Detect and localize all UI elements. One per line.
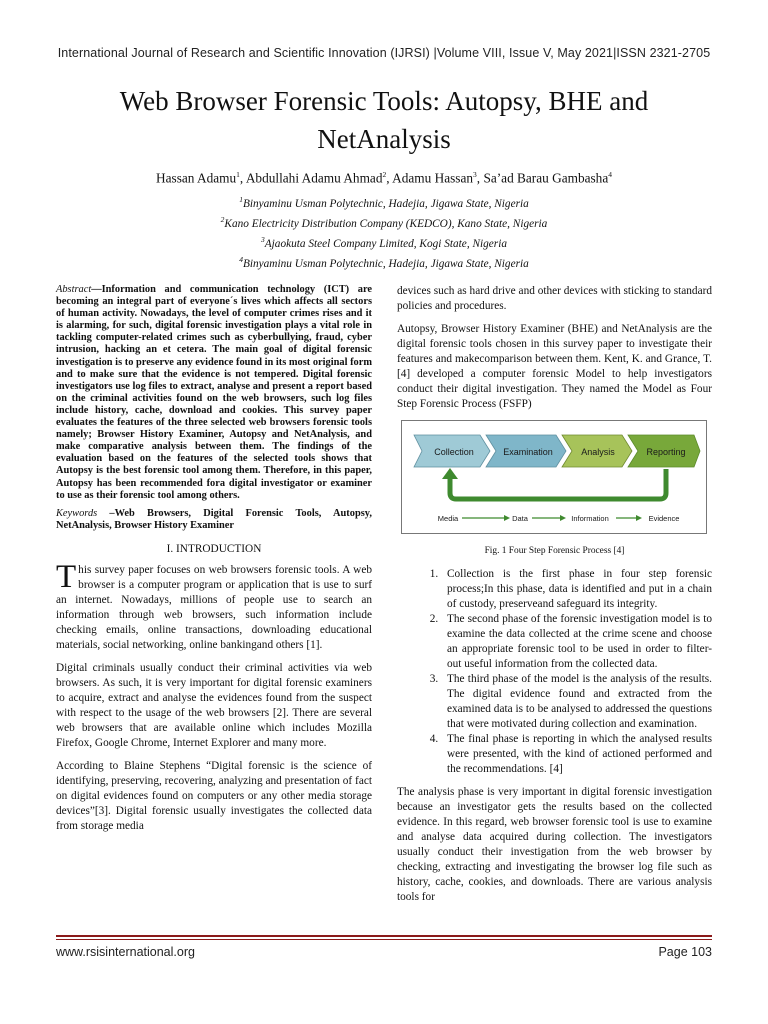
list-item: 1. Collection is the first phase in four step forensic process;In this phase, data is identified and put in a chain of custody, preserveand safeguard its integrity. bbox=[441, 567, 712, 612]
author-list: Hassan Adamu$^1$, Abdullahi Adamu Ahmad$^2$, Adamu Hassan$^3$, Sa’ad Barau Gambasha$^4$ bbox=[156, 170, 612, 186]
drop-cap: T bbox=[56, 558, 77, 595]
flow-label-evidence: Evidence bbox=[648, 514, 680, 523]
abstract-text: —Information and communication technology (ICT) are becoming an integral part of everyone´s lives which affects all sectors of human activity. Nowadays, the level of computer crimes rises and it is alarming, for such, digital forensic investigation plays a vital role in tackling computer-related crimes such as cyberbullying, fraud, cyber intrusion, hacking an et cetera. The main goal of digital forensic investigation is to preserve any evidence found in its most original form and to make sure that the evidence is not tempered. Digital forensic investigators use log files to extract, analyse and present a report based on the criminal activities found on the web browsers, such log files include history, cache, download and cookies. This survey paper evaluates the features of the three selected web browsers forensic tools namely; Browser History Examiner, Autopsy and NetAnalysis, and make comparative analysis between them. The findings of the evaluation based on the features of the selected tools shows that Autopsy is the best forensic tool among them. Therefore, in this paper, Autopsy has been recommended fora digital investigator or examiner to use as their forensic tool among others. bbox=[56, 284, 372, 501]
intro-paragraph-1-text: his survey paper focuses on web browsers forensic tools. A web browser is a computer program or application that is use to surf an internet. Nowadays, millions of people use to search an information through web browsers, such information include checking emails, online transactions, downloading educational materials, social networking, online bankingand others [1]. bbox=[56, 563, 372, 651]
phase-list bbox=[397, 567, 712, 777]
flow-arrowhead-2 bbox=[560, 515, 566, 521]
affiliation-text: Binyaminu Usman Polytechnic, Hadejia, Jigawa State, Nigeria bbox=[242, 257, 529, 270]
affiliation-text: Ajaokuta Steel Company Limited, Kogi State, Nigeria bbox=[264, 237, 507, 250]
affiliation bbox=[40, 212, 728, 232]
author-name: Adamu Hassan bbox=[392, 170, 474, 186]
section-heading: I. INTRODUCTION bbox=[166, 542, 262, 555]
abstract-label: Abstract bbox=[56, 284, 92, 295]
author-name: Sa’ad Barau Gambasha bbox=[483, 170, 609, 186]
flow-label-information: Information bbox=[571, 514, 609, 523]
flow-arrowhead-1 bbox=[504, 515, 510, 521]
author-sup: 2 bbox=[382, 170, 387, 179]
right-column bbox=[397, 284, 712, 913]
keywords-label: Keywords bbox=[56, 507, 98, 519]
affiliation-text: Binyaminu Usman Polytechnic, Hadejia, Jigawa State, Nigeria bbox=[242, 197, 529, 210]
affiliation-sup: 1 bbox=[239, 195, 243, 204]
footer-rule bbox=[56, 935, 712, 937]
author-sup: 3 bbox=[473, 170, 477, 179]
author-name: Hassan Adamu bbox=[156, 170, 237, 186]
list-item: 2. The second phase of the forensic investigation model is to examine the data collected at the crime scene and choose an appropriate forensic tool to be used in order to filter-out useful information from the collected data. bbox=[441, 612, 712, 672]
feedback-arrowhead bbox=[442, 468, 458, 479]
left-column bbox=[56, 284, 372, 842]
feedback-loop-arrow bbox=[450, 469, 666, 499]
affiliation-text: Kano Electricity Distribution Company (KEDCO), Kano State, Nigeria bbox=[224, 217, 548, 230]
figure-caption: Fig. 1 Four Step Forensic Process [4] bbox=[484, 546, 625, 556]
step-label-collection: Collection bbox=[434, 447, 474, 457]
keywords bbox=[56, 508, 372, 532]
affiliation-list bbox=[40, 192, 728, 272]
process-diagram bbox=[402, 421, 706, 533]
affiliation bbox=[40, 252, 728, 272]
page-number: Page 103 bbox=[658, 945, 712, 959]
paper-title bbox=[40, 82, 728, 158]
author-sup: 1 bbox=[236, 170, 240, 179]
step-label-reporting: Reporting bbox=[646, 447, 686, 457]
intro-paragraph-1 bbox=[56, 558, 372, 653]
step-label-analysis: Analysis bbox=[581, 447, 615, 457]
right-paragraph-2: Autopsy, Browser History Examiner (BHE) and NetAnalysis are the digital forensic tools chosen in this survey paper to investigate their features and makecomparison between them. Kent, K. and Grance, T. [4] developed a computer forensic Model to help investigators conduct their digital investigation. They named the Model as Four Step Forensic Process (FSFP) bbox=[397, 323, 712, 410]
title-line-2: NetAnalysis bbox=[317, 124, 451, 154]
footer-rule-thin bbox=[56, 939, 712, 940]
author-name: Abdullahi Adamu Ahmad bbox=[245, 170, 383, 186]
keywords-text: –Web Browsers, Digital Forensic Tools, Autopsy, NetAnalysis, Browser History Examiner bbox=[56, 507, 372, 531]
affiliation-sup: 4 bbox=[239, 254, 243, 264]
affiliation bbox=[40, 192, 728, 212]
title-line-1: Web Browser Forensic Tools: Autopsy, BHE and bbox=[119, 86, 649, 116]
right-paragraph-3: The analysis phase is very important in digital forensic investigation because an investigator gets the results based on the collected evidence. In this regard, web browser forensic tool is use to examine and analyse data acquired during collection. The investigators usually conduct their investigation from the web browser by checking, extracting and investigating the browser log file such as history, cache, cookies, and downloads. There are various analysis tools for bbox=[397, 786, 712, 903]
intro-paragraph-2: Digital criminals usually conduct their criminal activities via web browsers. As such, it is very important for digital forensic examiners to acquire, extract and analyse the evidences found from the suspect with respect to the usage of the web browsers [2]. There are several web browsers that are available online which includes Mozilla Firefox, Google Chrome, Internet Explorer and many more. bbox=[56, 661, 372, 749]
list-item: 3. The third phase of the model is the analysis of the results. The digital evidence found and extracted from the examined data is to be analysed to addressed the questions that were motivated during collection and examination. bbox=[441, 672, 712, 732]
affiliation-sup: 2 bbox=[220, 214, 225, 224]
journal-header: International Journal of Research and Scientific Innovation (IJRSI) |Volume VIII, Issue V, May 2021|ISSN 2321-2705 bbox=[57, 46, 711, 60]
flow-label-data: Data bbox=[512, 514, 528, 523]
footer-website-link[interactable]: www.rsisinternational.org bbox=[56, 945, 195, 959]
step-label-examination: Examination bbox=[503, 447, 553, 457]
list-item: 4. The final phase is reporting in which the analysed results were presented, with the kind of actioned performed and the recommendations. [4] bbox=[441, 732, 712, 777]
abstract bbox=[56, 284, 372, 502]
flow-arrowhead-3 bbox=[636, 515, 642, 521]
intro-paragraph-3: According to Blaine Stephens “Digital forensic is the science of identifying, preserving, recovering, analyzing and presentation of fact on digital evidences found on computers or any other media storage devices”[3]. Digital forensic usually investigates the collected data from storage media bbox=[56, 759, 372, 832]
affiliation-sup: 3 bbox=[261, 234, 265, 244]
four-step-process-figure bbox=[401, 420, 707, 534]
author-sup: 4 bbox=[608, 170, 612, 179]
flow-label-media: Media bbox=[437, 514, 459, 523]
right-paragraph-1: devices such as hard drive and other devices with sticking to standard policies and procedures. bbox=[397, 285, 712, 312]
affiliation bbox=[40, 232, 728, 252]
